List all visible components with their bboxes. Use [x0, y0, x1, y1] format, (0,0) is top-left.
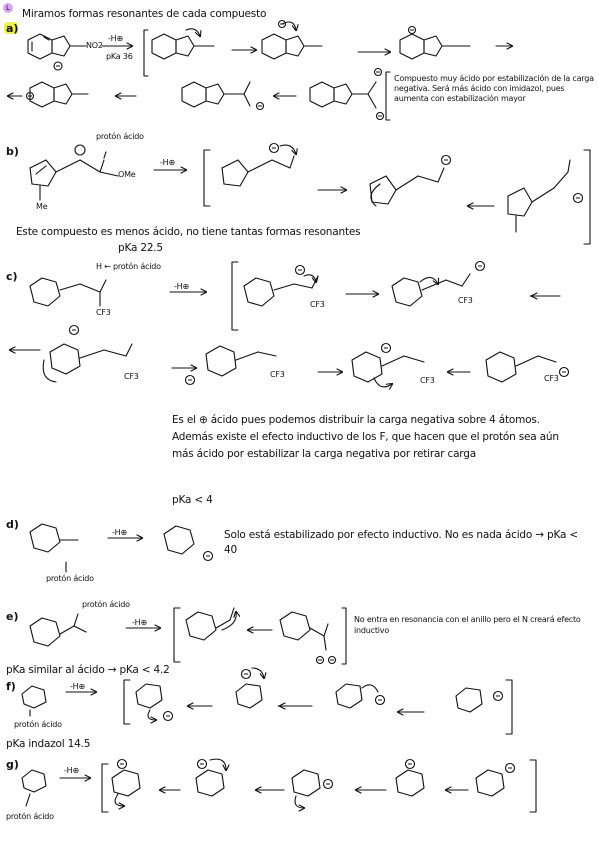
section-e-label: e) [6, 610, 19, 623]
section-c-substituent-4: CF3 [124, 372, 139, 381]
section-g-label: g) [6, 758, 19, 771]
section-c-reagent: -H⊕ [174, 282, 190, 291]
section-g-acid-proton: protón ácido [6, 812, 54, 821]
section-e-note: No entra en resonancia con el anillo pero el N creará efecto inductivo [354, 615, 581, 635]
section-c-structures [10, 262, 569, 387]
section-f-structures [22, 668, 512, 734]
section-b-label: b) [6, 145, 19, 158]
section-a-reagent: -H⊕ [108, 34, 124, 43]
section-e-structures [30, 608, 346, 664]
section-c-substituent-6: CF3 [420, 376, 435, 385]
page-number-badge: L [3, 3, 13, 13]
section-b-pka: pKa 22.5 [118, 242, 163, 254]
section-c-substituent-5: CF3 [270, 370, 285, 379]
section-a-pka: pKa 36 [106, 52, 133, 61]
section-f-label: f) [6, 680, 16, 693]
section-f-reagent: -H⊕ [70, 682, 86, 691]
section-c-acid-proton: H ← protón ácido [96, 262, 161, 271]
section-c-substituent-2: CF3 [310, 300, 325, 309]
section-c-label: c) [6, 270, 18, 283]
section-e-pka: pKa similar al ácido → pKa < 4.2 [6, 664, 170, 676]
section-a-label: a) [6, 22, 19, 35]
section-a-note: Compuesto muy ácido por estabilización de la carga negativa. Será más ácido con imidazol, pues aumenta con estabilización mayor [394, 74, 594, 103]
section-d-note: Solo está estabilizado por efecto inductivo. No es nada ácido → pKa < 40 [224, 529, 578, 556]
section-a-structures [8, 21, 512, 121]
section-b-acid-proton: protón ácido [96, 132, 144, 141]
section-f-pka: pKa indazol 14.5 [6, 738, 91, 750]
section-d-acid-proton: protón ácido [46, 574, 94, 583]
section-c-pka: pKa < 4 [172, 494, 213, 506]
section-c-note: Es el ⊕ ácido pues podemos distribuir la carga negativa sobre 4 átomos. Además existe el efecto inductivo de los F, que hacen que el protón sea aún más ácido por estabilizar la carga negativa por retirar carga [172, 414, 559, 460]
section-c-substituent-3: CF3 [458, 296, 473, 305]
section-c-substituent-7: CF3 [544, 374, 559, 383]
section-c-substituent-1: CF3 [96, 308, 111, 317]
section-f-acid-proton: protón ácido [14, 720, 62, 729]
section-a-substituent: NO2 [86, 41, 103, 50]
section-b-note: Este compuesto es menos ácido, no tiene tantas formas resonantes [16, 226, 361, 238]
section-g-structures [22, 759, 536, 812]
section-b-substituent: OMe [118, 170, 136, 179]
section-d-reagent: -H⊕ [112, 528, 128, 537]
section-g-reagent: -H⊕ [64, 766, 80, 775]
section-b-me: Me [36, 202, 48, 211]
page-heading: Miramos formas resonantes de cada compuesto [22, 8, 267, 20]
section-b-reagent: -H⊕ [160, 158, 176, 167]
section-d-label: d) [6, 518, 19, 531]
section-e-acid-proton: protón ácido [82, 600, 130, 609]
section-e-reagent: -H⊕ [132, 618, 148, 627]
